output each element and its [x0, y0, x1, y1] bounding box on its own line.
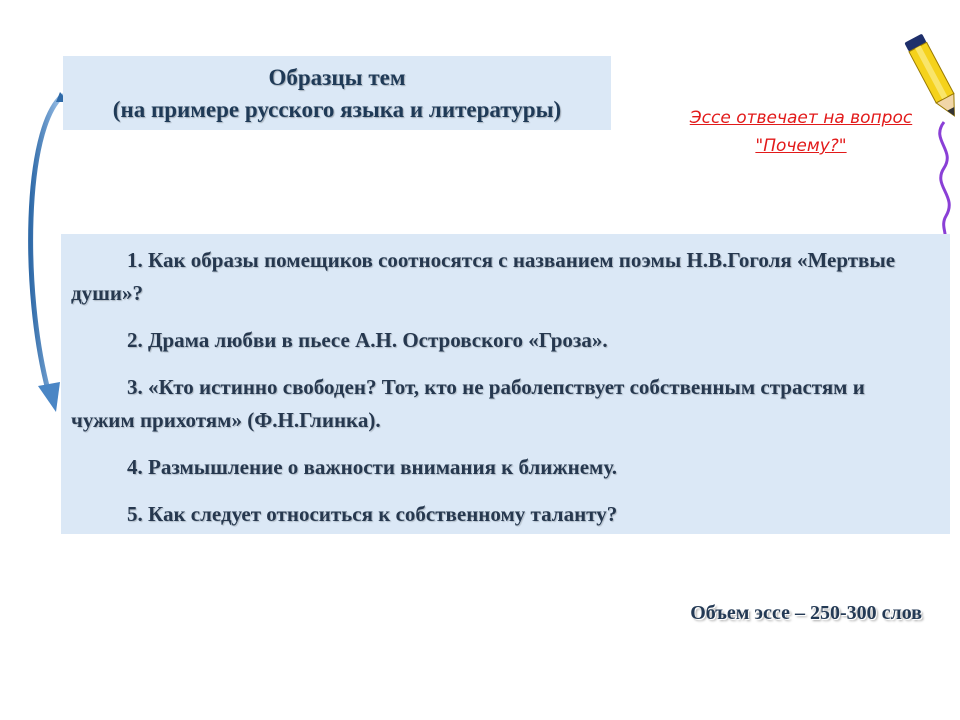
essay-note-line1: Эссе отвечает на вопрос [689, 108, 913, 128]
essay-volume: Объем эссе – 250-300 слов [690, 602, 922, 624]
list-item: 1. Как образы помещиков соотносятся с названием поэмы Н.В.Гоголя «Мертвые души»? [71, 248, 896, 305]
essay-note [670, 104, 932, 160]
page-subtitle: (на примере русского языка и литературы) [112, 97, 562, 122]
title-box [63, 56, 611, 130]
list-item: 4. Размышление о важности внимания к ближнему. [127, 455, 617, 479]
list-item: 2. Драма любви в пьесе А.Н. Островского «Гроза». [127, 328, 608, 352]
essay-note-line2: "Почему?" [755, 136, 847, 156]
page-title: Образцы тем [268, 65, 406, 90]
list-item: 5. Как следует относиться к собственному таланту? [127, 502, 618, 526]
topics-list [61, 234, 950, 534]
list-item: 3. «Кто истинно свободен? Тот, кто не раболепствует собственным страстям и чужим прихотям» (Ф.Н.Глинка). [71, 375, 865, 432]
